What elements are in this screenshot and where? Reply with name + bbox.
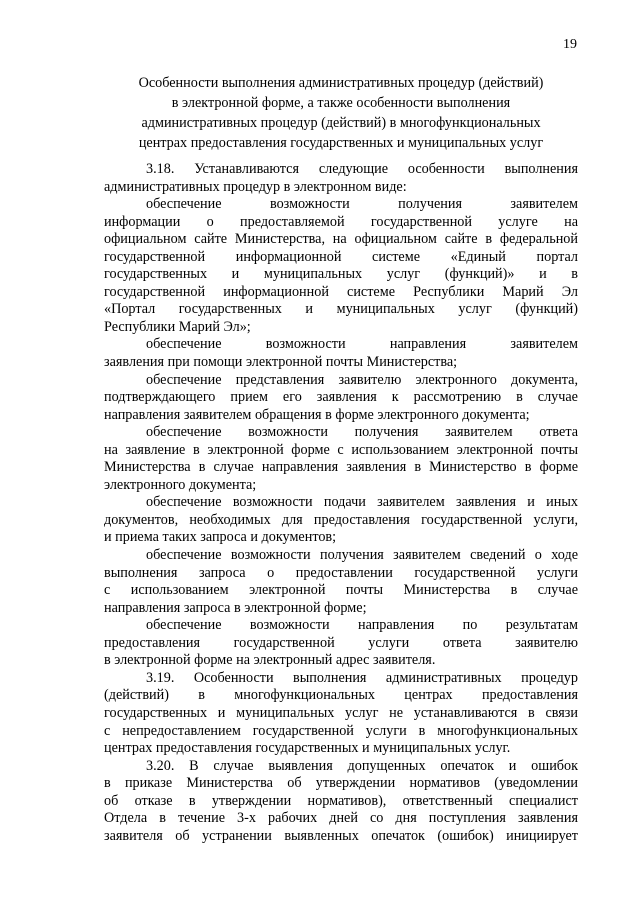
section-title-line: Особенности выполнения административных процедур (действий) (138, 75, 544, 91)
section-title (104, 73, 578, 153)
paragraph (104, 617, 578, 670)
paragraph-line: обеспечение возможности получения заявителем ответа (146, 424, 578, 441)
section-title-line: центрах предоставления государственных и муниципальных услуг (138, 135, 544, 151)
paragraph-line: Министерства в случае направления заявления в Министерство в форме (104, 459, 578, 476)
paragraph (104, 372, 578, 425)
paragraph-line: с непредоставлением государственной услуги в многофункциональных (104, 722, 578, 739)
paragraph-line: в приказе Министерства об утверждении нормативов (уведомлении (104, 775, 578, 792)
paragraph-line: обеспечение представления заявителю электронного документа, (146, 371, 578, 388)
paragraph-line: предоставления государственной услуги ответа заявителю (104, 634, 578, 651)
paragraph (104, 424, 578, 494)
paragraph-line: (действий) в многофункциональных центрах предоставления (104, 687, 578, 704)
paragraph-line: государственной информационной системе Республики Марий Эл (104, 283, 578, 300)
paragraph-line: государственной информационной системе «Единый портал (104, 248, 578, 265)
paragraph-line: административных процедур в электронном виде: (104, 178, 407, 195)
paragraph (104, 547, 578, 617)
paragraph-line: электронного документа; (104, 476, 257, 493)
page-number: 19 (563, 37, 577, 52)
paragraph-line: государственных и муниципальных услуг (функций)» и в (104, 266, 578, 283)
document-body (104, 161, 578, 845)
paragraph-line: обеспечение возможности получения заявителем сведений о ходе (146, 547, 578, 564)
paragraph (104, 336, 578, 371)
paragraph (104, 670, 578, 758)
paragraph-line: направления заявителем обращения в форме электронного документа; (104, 406, 530, 423)
paragraph-line: официальном сайте Министерства, на официальном сайте в федеральной (104, 231, 578, 248)
paragraph (104, 161, 578, 196)
paragraph-line: обеспечение возможности направления по результатам (146, 617, 578, 634)
paragraph-line: Отдела в течение 3-х рабочих дней со дня поступления заявления (104, 810, 578, 827)
paragraph-line: центрах предоставления государственных и муниципальных услуг. (104, 740, 511, 757)
paragraph (104, 758, 578, 846)
section-title-line: административных процедур (действий) в многофункциональных (141, 115, 541, 131)
paragraph-line: заявления при помощи электронной почты Министерства; (104, 354, 458, 371)
paragraph-line: 3.19. Особенности выполнения административных процедур (146, 669, 578, 686)
paragraph-line: заявителя об устранении выявленных опечаток (ошибок) инициирует (104, 827, 578, 844)
paragraph-line: 3.18. Устанавливаются следующие особенности выполнения (146, 161, 578, 177)
paragraph-line: информации о предоставляемой государственной услуге на (104, 213, 578, 230)
paragraph-line: обеспечение возможности направления заявителем (146, 336, 578, 353)
paragraph-line: 3.20. В случае выявления допущенных опечаток и ошибок (146, 757, 578, 774)
paragraph-line: направления запроса в электронной форме; (104, 599, 367, 616)
paragraph (104, 196, 578, 336)
paragraph-line: об отказе в утверждении нормативов), ответственный специалист (104, 792, 578, 809)
paragraph-line: «Портал государственных и муниципальных услуг (функций) (104, 301, 578, 318)
paragraph-line: государственных и муниципальных услуг не устанавливаются в связи (104, 704, 578, 721)
section-title-line: в электронной форме, а также особенности выполнения (171, 95, 511, 111)
paragraph-line: обеспечение возможности подачи заявителем заявления и иных (146, 494, 578, 511)
paragraph-line: обеспечение возможности получения заявителем (146, 196, 578, 213)
paragraph-line: выполнения запроса о предоставлении государственной услуги (104, 564, 578, 581)
paragraph-line: в электронной форме на электронный адрес заявителя. (104, 652, 436, 669)
paragraph-line: подтверждающего прием его заявления к рассмотрению в случае (104, 389, 578, 406)
paragraph-line: Республики Марий Эл»; (104, 318, 251, 335)
paragraph-line: и приема таких запроса и документов; (104, 529, 337, 546)
paragraph-line: с использованием электронной почты Министерства в случае (104, 582, 578, 599)
paragraph-line: на заявление в электронной форме с использованием электронной почты (104, 441, 578, 458)
paragraph (104, 494, 578, 547)
paragraph-line: документов, необходимых для предоставления государственной услуги, (104, 511, 578, 528)
